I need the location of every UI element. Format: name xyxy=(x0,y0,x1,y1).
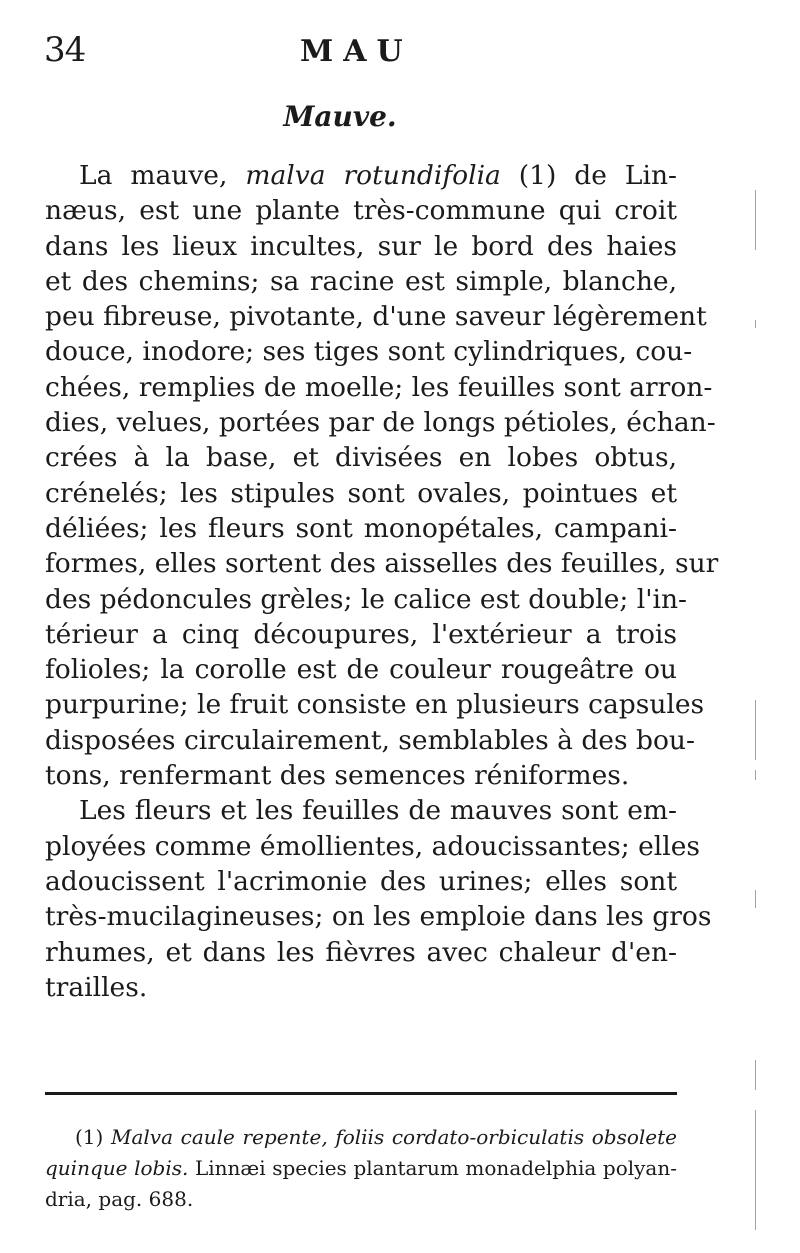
body-text xyxy=(45,158,719,1005)
paragraph-1-line: folioles; la corolle est de couleur rougeâtre ou xyxy=(45,654,677,686)
paragraph-2-line: adoucissent l'acrimonie des urines; elles sont xyxy=(45,865,677,897)
paragraph-2-line: Les fleurs et les feuilles de mauves sont em- xyxy=(79,795,677,827)
scan-mark xyxy=(755,700,756,760)
running-head: MAU xyxy=(300,34,413,69)
footnote-divider xyxy=(45,1092,677,1095)
section-title: Mauve. xyxy=(283,100,397,133)
paragraph-1-line: tons, renfermant des semences réniformes. xyxy=(45,760,630,792)
page-number: 34 xyxy=(44,30,86,70)
paragraph-1-line: næus, est une plante très-commune qui croit xyxy=(45,195,677,227)
latin-citation: quinque lobis. xyxy=(45,1156,189,1180)
footnote xyxy=(45,1122,677,1215)
paragraph-1-line xyxy=(45,158,677,193)
paragraph-1-line: dies, velues, portées par de longs pétioles, échan- xyxy=(45,407,716,439)
scan-mark xyxy=(755,890,756,908)
paragraph-2-line: rhumes, et dans les fièvres avec chaleur d'en- xyxy=(45,936,677,968)
paragraph-1-line: formes, elles sortent des aisselles des feuilles, sur xyxy=(45,548,719,580)
scan-mark xyxy=(755,1110,756,1230)
footnote-line xyxy=(45,1122,677,1153)
paragraph-2-line: ployées comme émollientes, adoucissantes; elles xyxy=(45,830,700,862)
paragraph-1-line: déliées; les fleurs sont monopétales, campani- xyxy=(45,512,677,544)
footnote-line xyxy=(45,1153,677,1184)
scan-margin-marks xyxy=(754,0,758,1253)
paragraph-2-line: très-mucilagineuses; on les emploie dans les gros xyxy=(45,901,712,933)
paragraph-1-line: dans les lieux incultes, sur le bord des haies xyxy=(45,230,677,262)
paragraph-1-line: crées à la base, et divisées en lobes obtus, xyxy=(45,442,677,474)
footnote-line: dria, pag. 688. xyxy=(45,1187,194,1211)
paragraph-1-line: des pédoncules grèles; le calice est double; l'in- xyxy=(45,583,688,615)
latin-citation: Malva caule repente, foliis cordato-orbiculatis obsolete xyxy=(110,1125,678,1149)
paragraph-1-line: térieur a cinq découpures, l'extérieur a trois xyxy=(45,618,677,650)
scan-mark xyxy=(755,320,756,328)
scan-mark xyxy=(755,190,756,250)
footnote-marker: (1) xyxy=(75,1125,111,1149)
latin-name: malva rotundifolia xyxy=(245,160,501,191)
paragraph-1-line: disposées circulairement, semblables à des bou- xyxy=(45,724,695,756)
scan-mark xyxy=(755,770,756,780)
paragraph-1-line: et des chemins; sa racine est simple, blanche, xyxy=(45,265,677,297)
paragraph-1-line: purpurine; le fruit consiste en plusieurs capsules xyxy=(45,689,705,721)
paragraph-1-line: crénelés; les stipules sont ovales, pointues et xyxy=(45,477,677,509)
paragraph-1-line: douce, inodore; ses tiges sont cylindriques, cou- xyxy=(45,336,693,368)
paragraph-1-line: chées, remplies de moelle; les feuilles sont arron- xyxy=(45,371,713,403)
paragraph-2-line: trailles. xyxy=(45,971,148,1003)
paragraph-1-line: peu fibreuse, pivotante, d'une saveur légèrement xyxy=(45,301,707,333)
text-run: (1) de Lin- xyxy=(500,160,677,191)
text-run: La mauve, xyxy=(79,160,246,191)
text-run: Linnæi species plantarum monadelphia polyan- xyxy=(188,1156,677,1180)
scan-mark xyxy=(755,1060,756,1090)
